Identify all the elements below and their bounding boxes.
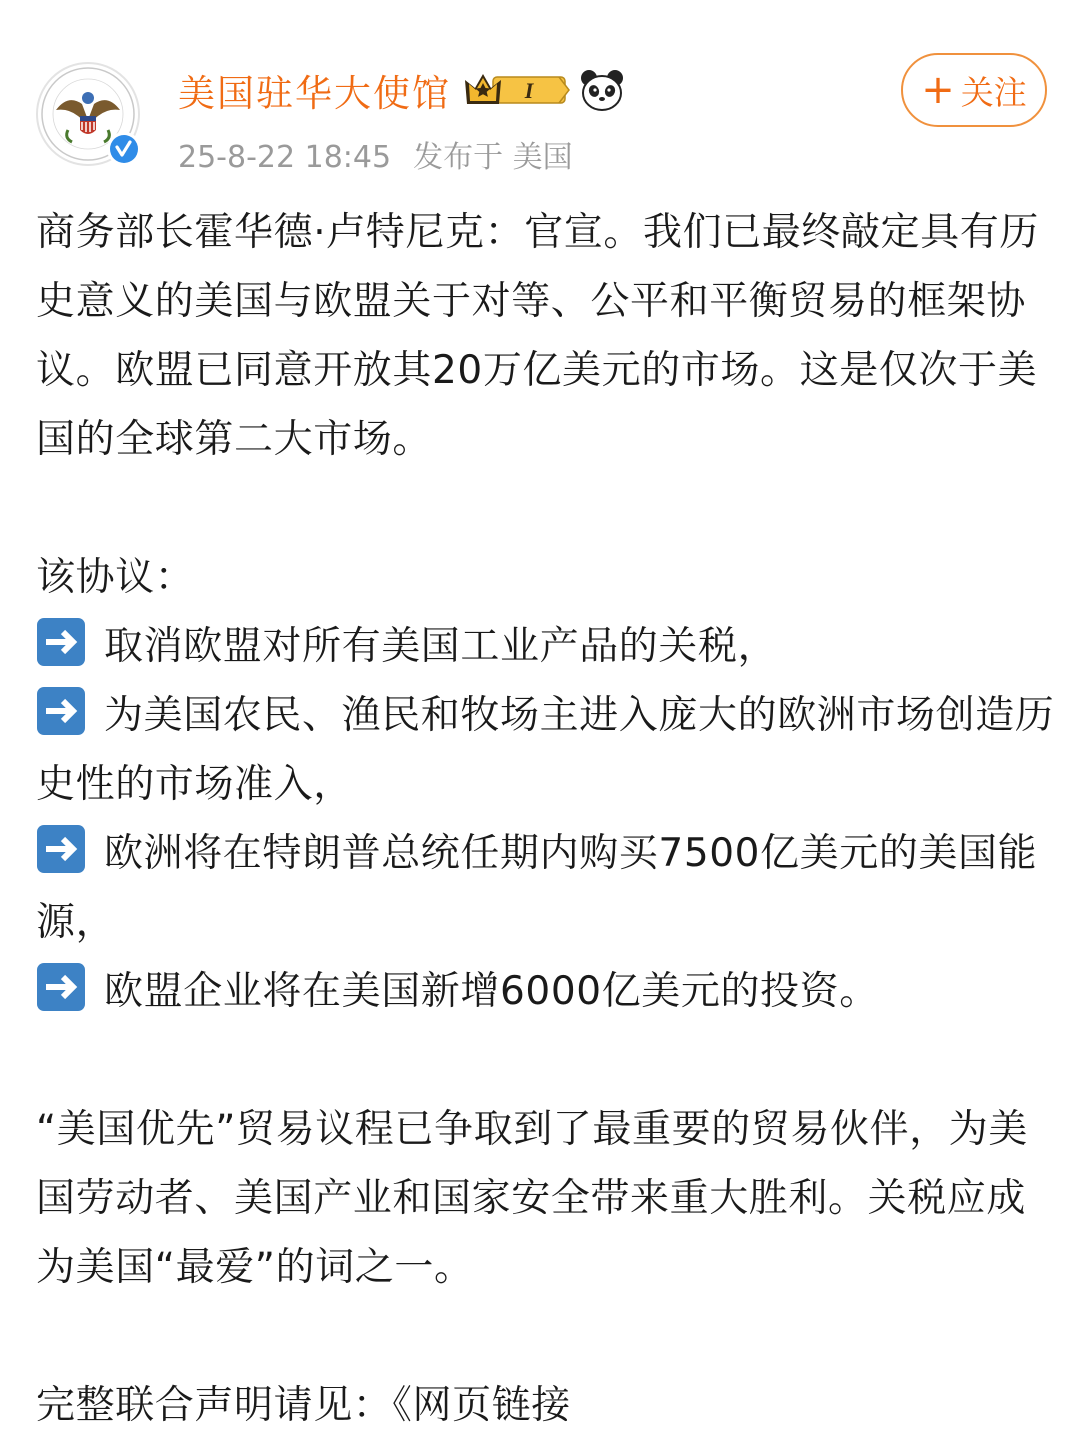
panda-icon bbox=[579, 68, 625, 112]
list-item-text: 欧洲将在特朗普总统任期内购买7500亿美元的美国能源， bbox=[36, 831, 1038, 945]
verified-badge-icon bbox=[106, 131, 142, 167]
post-body bbox=[36, 198, 1056, 1440]
post-meta bbox=[178, 132, 573, 176]
follow-button[interactable] bbox=[901, 53, 1047, 127]
list-item-text: 为美国农民、渔民和牧场主进入庞大的欧洲市场创造历史性的市场准入， bbox=[36, 693, 1055, 807]
post-location: 发布于 美国 bbox=[413, 140, 573, 175]
list-item bbox=[36, 612, 1056, 681]
author-name[interactable]: 美国驻华大使馆 bbox=[178, 72, 451, 115]
list-item bbox=[36, 681, 1056, 819]
list-item-text: 欧盟企业将在美国新增6000亿美元的投资。 bbox=[104, 969, 879, 1014]
list-item-text: 取消欧盟对所有美国工业产品的关税， bbox=[104, 624, 778, 669]
follow-label: 关注 bbox=[960, 72, 1027, 112]
list-item bbox=[36, 819, 1056, 957]
post-paragraph: 商务部长霍华德·卢特尼克：官宣。我们已最终敲定具有历史意义的美国与欧盟关于对等、公平和平衡贸易的框架协议。欧盟已同意开放其20万亿美元的市场。这是仅次于美国的全球第二大市场。 bbox=[36, 210, 1039, 462]
right-arrow-icon bbox=[36, 824, 86, 874]
post-paragraph: “美国优先”贸易议程已争取到了最重要的贸易伙伴，为美国劳动者、美国产业和国家安全带来重大胜利。关税应成为美国“最爱”的词之一。 bbox=[36, 1107, 1029, 1290]
right-arrow-icon bbox=[36, 962, 86, 1012]
plus-icon: + bbox=[921, 67, 955, 113]
list-item bbox=[36, 957, 1056, 1026]
web-link-line[interactable]: 完整联合声明请见：《网页链接 bbox=[36, 1383, 571, 1428]
post-timestamp: 25-8-22 18:45 bbox=[178, 140, 392, 175]
right-arrow-icon bbox=[36, 686, 86, 736]
author-row bbox=[178, 62, 625, 118]
list-intro: 该协议： bbox=[36, 555, 195, 600]
crown-level-badge-icon[interactable] bbox=[463, 68, 571, 112]
level-badge-text: I bbox=[524, 78, 534, 103]
right-arrow-icon bbox=[36, 617, 86, 667]
